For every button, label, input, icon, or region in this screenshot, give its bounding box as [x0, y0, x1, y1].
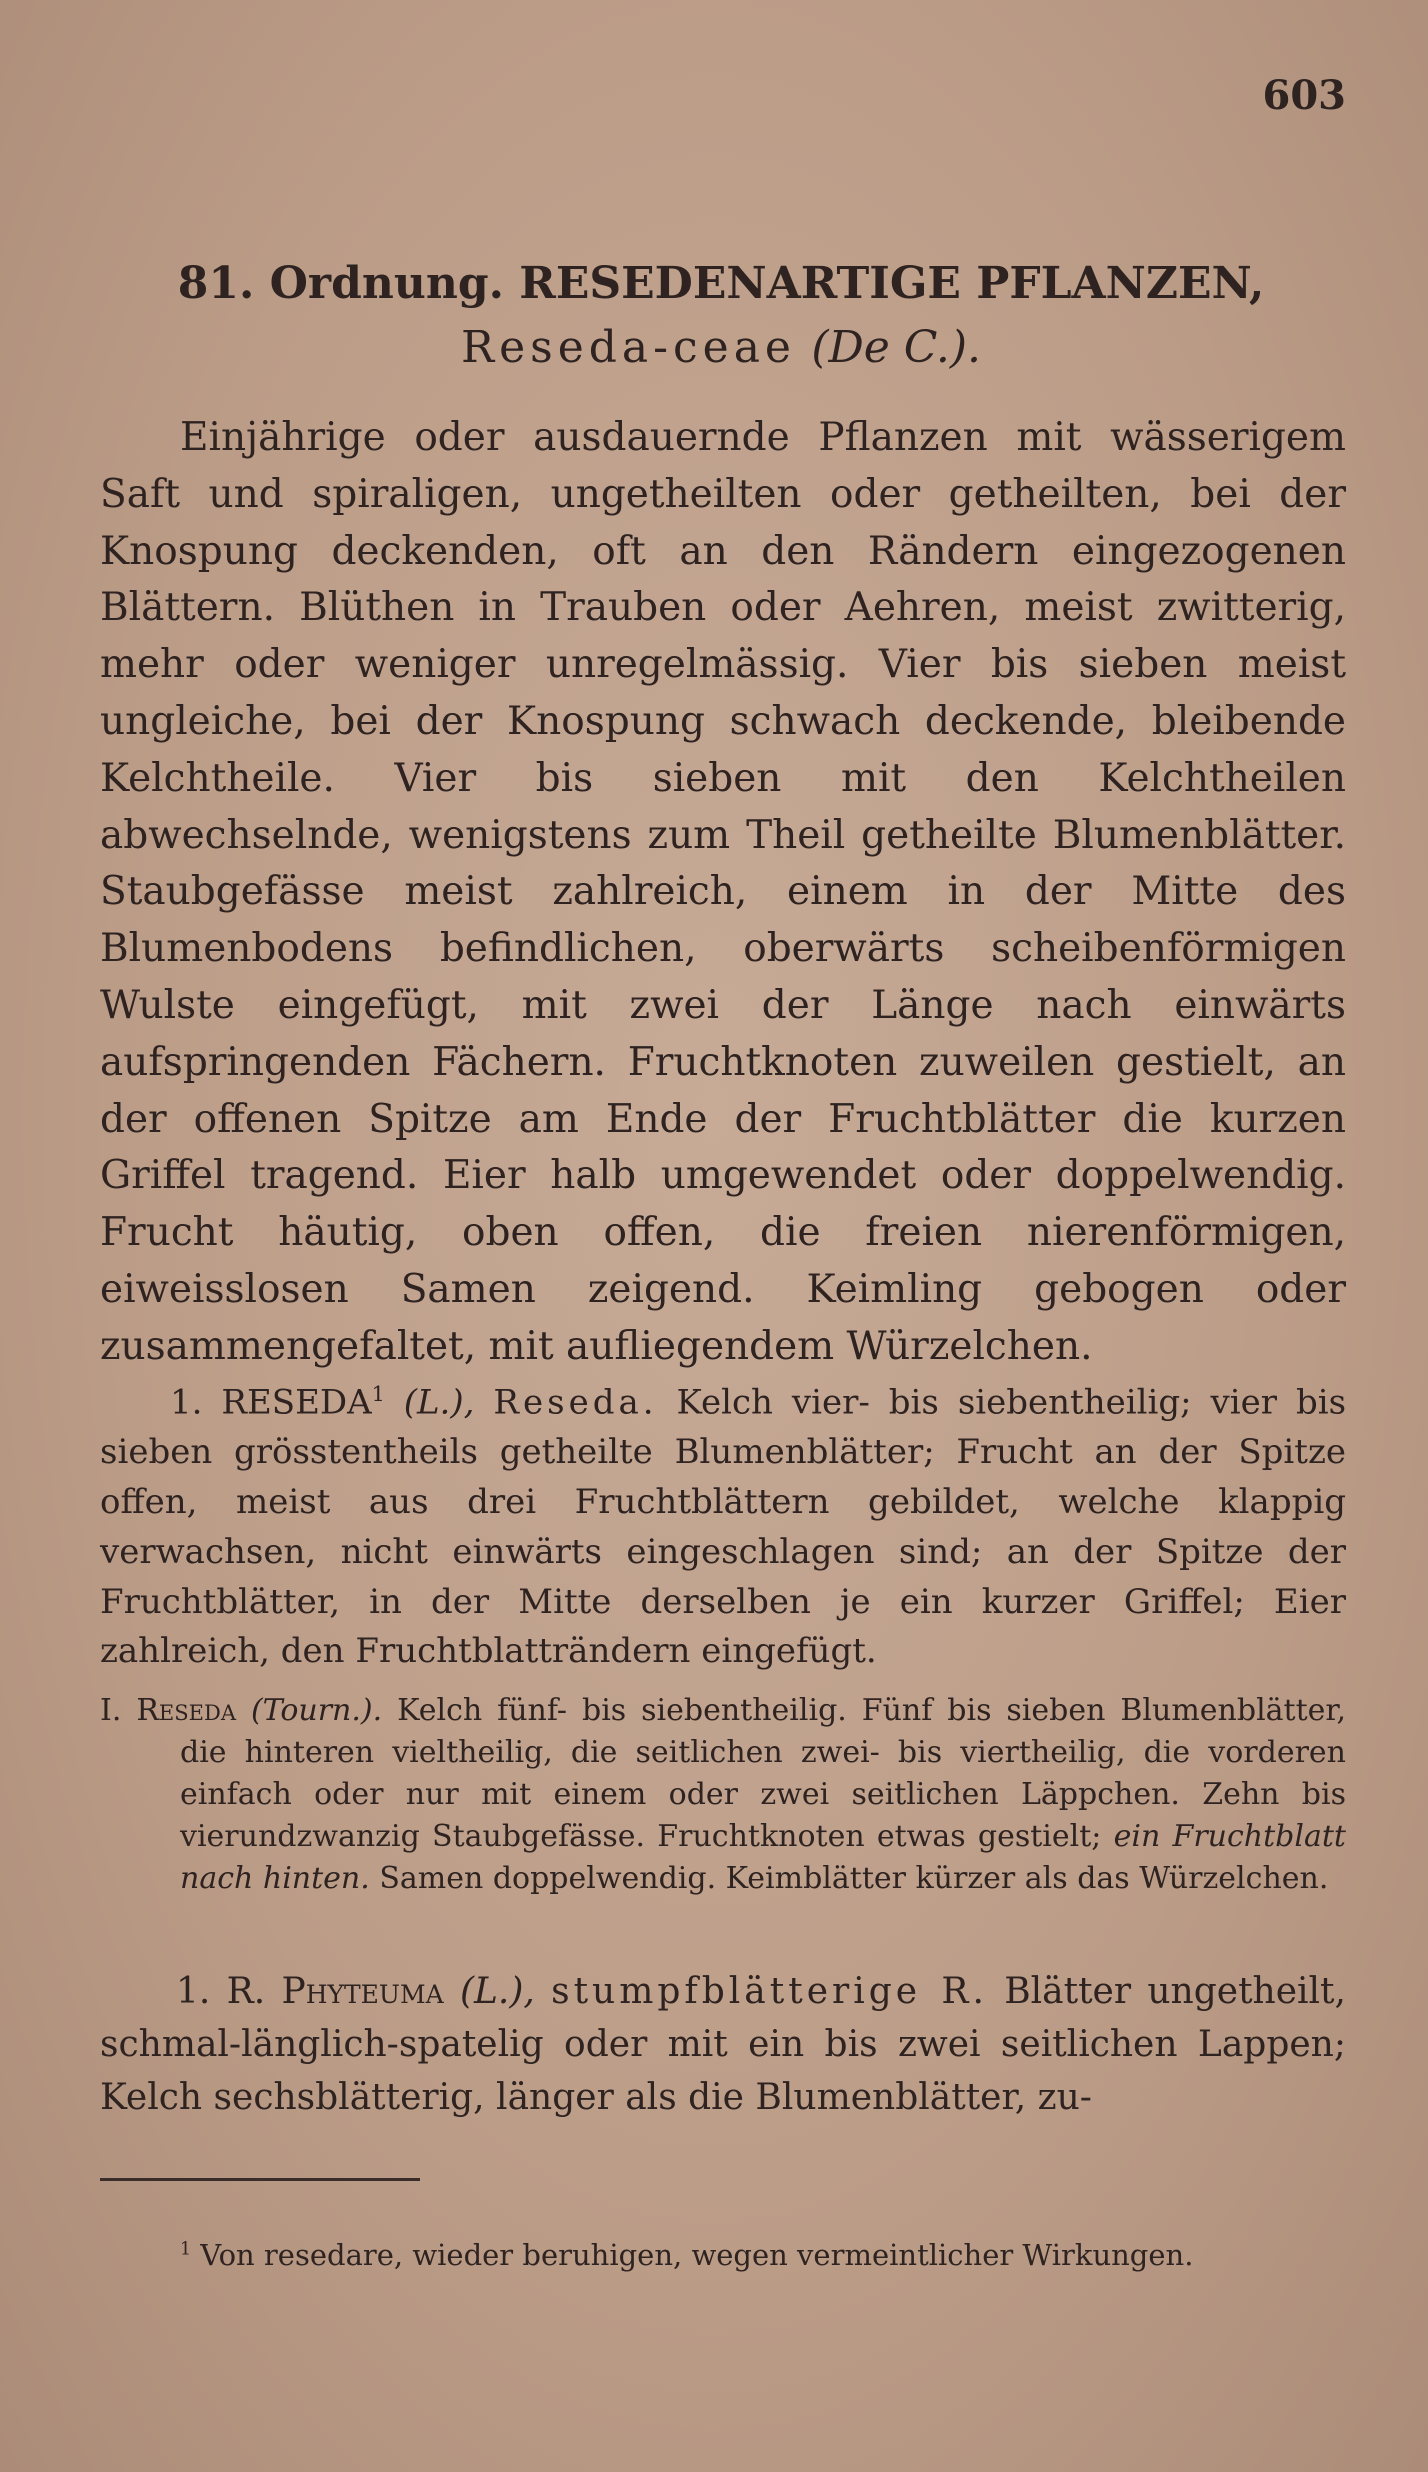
heading-latin-name: Reseda-ceae: [460, 322, 796, 373]
species-description: [100, 1965, 1346, 2124]
family-description: Einjährige oder ausdauernde Pflanzen mit wässerigem Saft und spiraligen, ungetheilten oder getheilten, bei der Knospung deckenden, oft an den Rändern eingezogenen Blättern. Blüthen in Trauben oder Aehren, meist zwitterig, mehr oder weniger unregelmässig. Vier bis sieben meist ungleiche, bei der Knospung schwach deckende, bleibende Kelchtheile. Vier bis sieben mit den Kelchtheilen abwechselnde, wenigstens zum Theil getheilte Blumenblätter. Staubgefässe meist zahlreich, einem in der Mitte des Blumenbodens befindlichen, oberwärts scheibenförmigen Wulste eingefügt, mit zwei der Länge nach einwärts aufspringenden Fächern. Fruchtknoten zuweilen gestielt, an der offenen Spitze am Ende der Fruchtblätter die kurzen Griffel tragend. Eier halb umgewendet oder doppelwendig. Frucht häutig, oben offen, die freien nierenförmigen, eiweisslosen Samen zeigend. Keimling gebogen oder zusammengefaltet, mit aufliegendem Würzelchen.: [100, 415, 1346, 1369]
genus-author: (L.),: [403, 1382, 475, 1423]
section-description: [100, 1690, 1346, 1900]
footnote: [180, 2238, 1193, 2272]
species-text: Blätter ungetheilt, schmal-länglich-spatelig oder mit ein bis zwei seitlichen Lappen; Kelch sechsblätterig, länger als die Blumenblätter, zu-: [100, 1971, 1346, 2118]
section-number: I.: [100, 1693, 122, 1728]
section-text-end: Samen doppelwendig. Keimblätter kürzer als das Würzelchen.: [379, 1861, 1329, 1896]
section-italic-text: ein Fruchtblatt nach hinten.: [180, 1819, 1346, 1896]
species-author: (L.),: [459, 1971, 535, 2012]
order-heading: [96, 252, 1346, 380]
genus-text: Kelch vier- bis siebentheilig; vier bis sieben grösstentheils getheilte Blumenblätter; Frucht an der Spitze offen, meist aus drei Fruchtblättern gebildet, welche klappig verwachsen, nicht einwärts eingeschlagen sind; an der Spitze der Fruchtblätter, in der Mitte derselben je ein kurzer Griffel; Eier zahlreich, den Fruchtblatträndern eingefügt.: [100, 1382, 1347, 1672]
footnote-divider: [100, 2178, 420, 2181]
section-text: Kelch fünf- bis siebentheilig. Fünf bis sieben Blumenblätter, die hinteren vieltheilig, die seitlichen zwei- bis viertheilig, die vorderen einfach oder nur mit einem oder zwei seitlichen Läppchen. Zehn bis vierundzwanzig Staubgefässe. Fruchtknoten etwas gestielt;: [180, 1693, 1346, 1854]
species-name: Phyteuma: [281, 1971, 444, 2012]
footnote-mark: 1: [180, 2239, 192, 2260]
species-number: 1. R.: [176, 1971, 266, 2012]
genus-description: [100, 1370, 1346, 1677]
footnote-reference: 1: [371, 1382, 385, 1406]
genus-number: 1. RESEDA: [170, 1382, 372, 1423]
page-number: 603: [1262, 72, 1346, 119]
genus-common-name: Reseda.: [493, 1382, 658, 1423]
section-name: Reseda: [136, 1693, 236, 1728]
species-common-name: stumpfblätterige R.: [551, 1971, 988, 2012]
heading-title: 81. Ordnung. RESEDENARTIGE PFLANZEN,: [177, 258, 1265, 309]
heading-author: (De C.).: [811, 322, 982, 373]
section-author: (Tourn.).: [250, 1693, 383, 1728]
footnote-text: Von resedare, wieder beruhigen, wegen vermeintlicher Wirkungen.: [200, 2238, 1194, 2272]
